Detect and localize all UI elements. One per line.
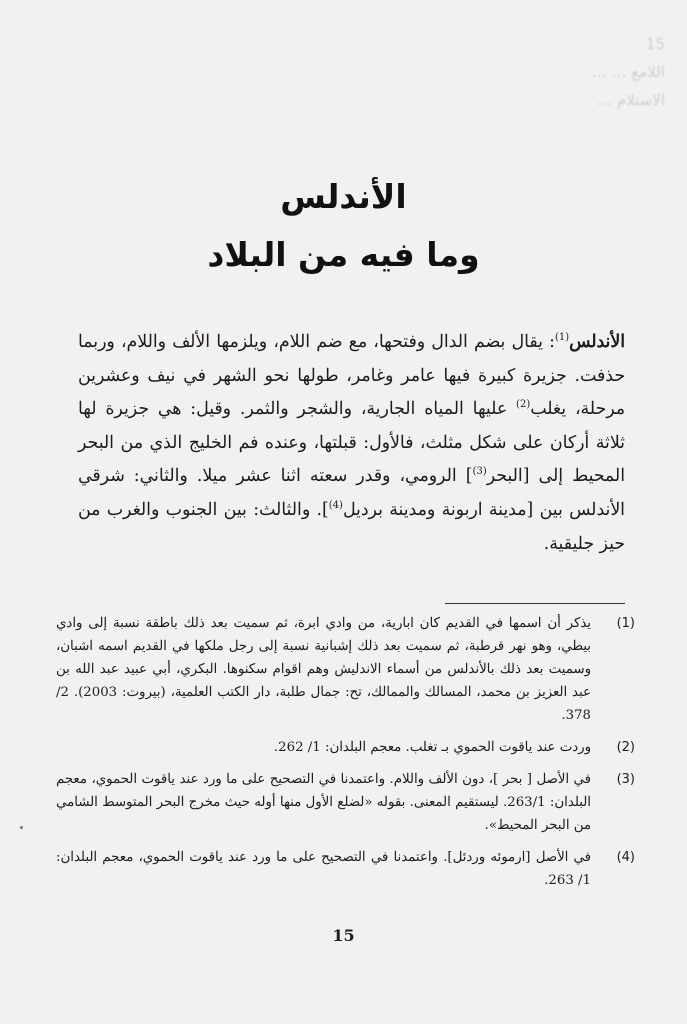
paragraph-text: : يقال بضم الدال وفتحها، مع ضم اللام، ويلزمها الألف واللام، وربما حذفت. جزيرة كبيرة فيها عامر وغامر، طولها نحو الشهر في نيف وعشرين مرحلة، يغلب <box>78 332 625 420</box>
paragraph-text: عليها المياه الجارية، والشجر والثمر. وقيل: هي جزيرة لها ثلاثة أركان على شكل مثلث، فالأول: قبلتها، وعنده فم الخليج الذي من البحر المحيط إلى [البحر <box>78 399 625 487</box>
footnotes <box>56 612 635 901</box>
scan-speck <box>20 826 23 829</box>
footnote <box>56 736 635 759</box>
chapter-title <box>0 168 687 284</box>
bleed-through-header <box>465 30 665 114</box>
footnote-ref-4[interactable]: (4) <box>328 500 343 512</box>
footnote-number: (4) <box>616 850 635 865</box>
footnote-separator <box>445 603 625 604</box>
footnote-text: في الأصل [ارموئه وردئل]. واعتمدنا في التصحيح على ما ورد عند ياقوت الحموي، معجم البلدان: 1/ 263. <box>56 850 591 888</box>
bleed-through-line: ‫الاستلام … <box>597 91 665 109</box>
footnote-ref-3[interactable]: (3) <box>472 466 487 478</box>
footnote-number: (1) <box>616 616 635 631</box>
footnote-text: في الأصل [ بحر ]، دون الألف واللام. واعتمدنا في التصحيح على ما ورد عند ياقوت الحموي، معجم البلدان: 263/1. ليستقيم المعنى. بقوله «لضلع الأول منها أوله حيث مخرج البحر المتوسط الشامي من البحر المحيط». <box>56 772 592 833</box>
footnote <box>56 612 635 727</box>
chapter-title-line-2: وما فيه من البلاد <box>207 235 480 274</box>
bleed-through-line: 15 <box>645 35 665 53</box>
lead-term: الأندلس <box>569 332 625 352</box>
chapter-title-line-1: الأندلس <box>280 177 407 216</box>
footnote-number: (2) <box>616 740 635 755</box>
body-paragraph <box>78 326 625 561</box>
footnote <box>56 846 635 892</box>
footnote-ref-1[interactable]: (1) <box>554 332 570 344</box>
footnote <box>56 768 635 837</box>
footnote-text: وردت عند ياقوت الحموي بـ تغلب. معجم البلدان: 1/ 262. <box>273 740 591 755</box>
footnote-number: (3) <box>616 772 635 787</box>
paragraph-text: ] الرومي، وقدر سعته اثنا عشر ميلا. والثاني: شرقي الأندلس بين [مدينة اربونة ومدينة برديل <box>78 466 625 520</box>
footnote-ref-2[interactable]: (2) <box>516 399 531 411</box>
page-number: 15 <box>332 926 355 945</box>
bleed-through-line: … ‫اللامع … <box>591 63 665 81</box>
footnote-text: يذكر أن اسمها في القديم كان ابارية، من وادي ابرة، ثم سميت بعد ذلك باطقة نسبة إلى وادي بيطي، وهو نهر قرطبة، ثم سميت بعد ذلك إشبانية نسبة إلى رجل ملكها في القديم اسمه اشبان، وسميت بعد ذلك بالأندلس من أسماء الاندليش وهم اقوام سكنوها. البكري، أبي عبيد عبد الله بن عبد العزيز بن محمد، المسالك والممالك، تح: جمال طلبة، دار الكتب العلمية، (بيروت: 2003). 2/ 378. <box>56 616 591 723</box>
paragraph-text: ]. والثالث: بين الجنوب والغرب من حيز جليقية. <box>78 499 625 554</box>
